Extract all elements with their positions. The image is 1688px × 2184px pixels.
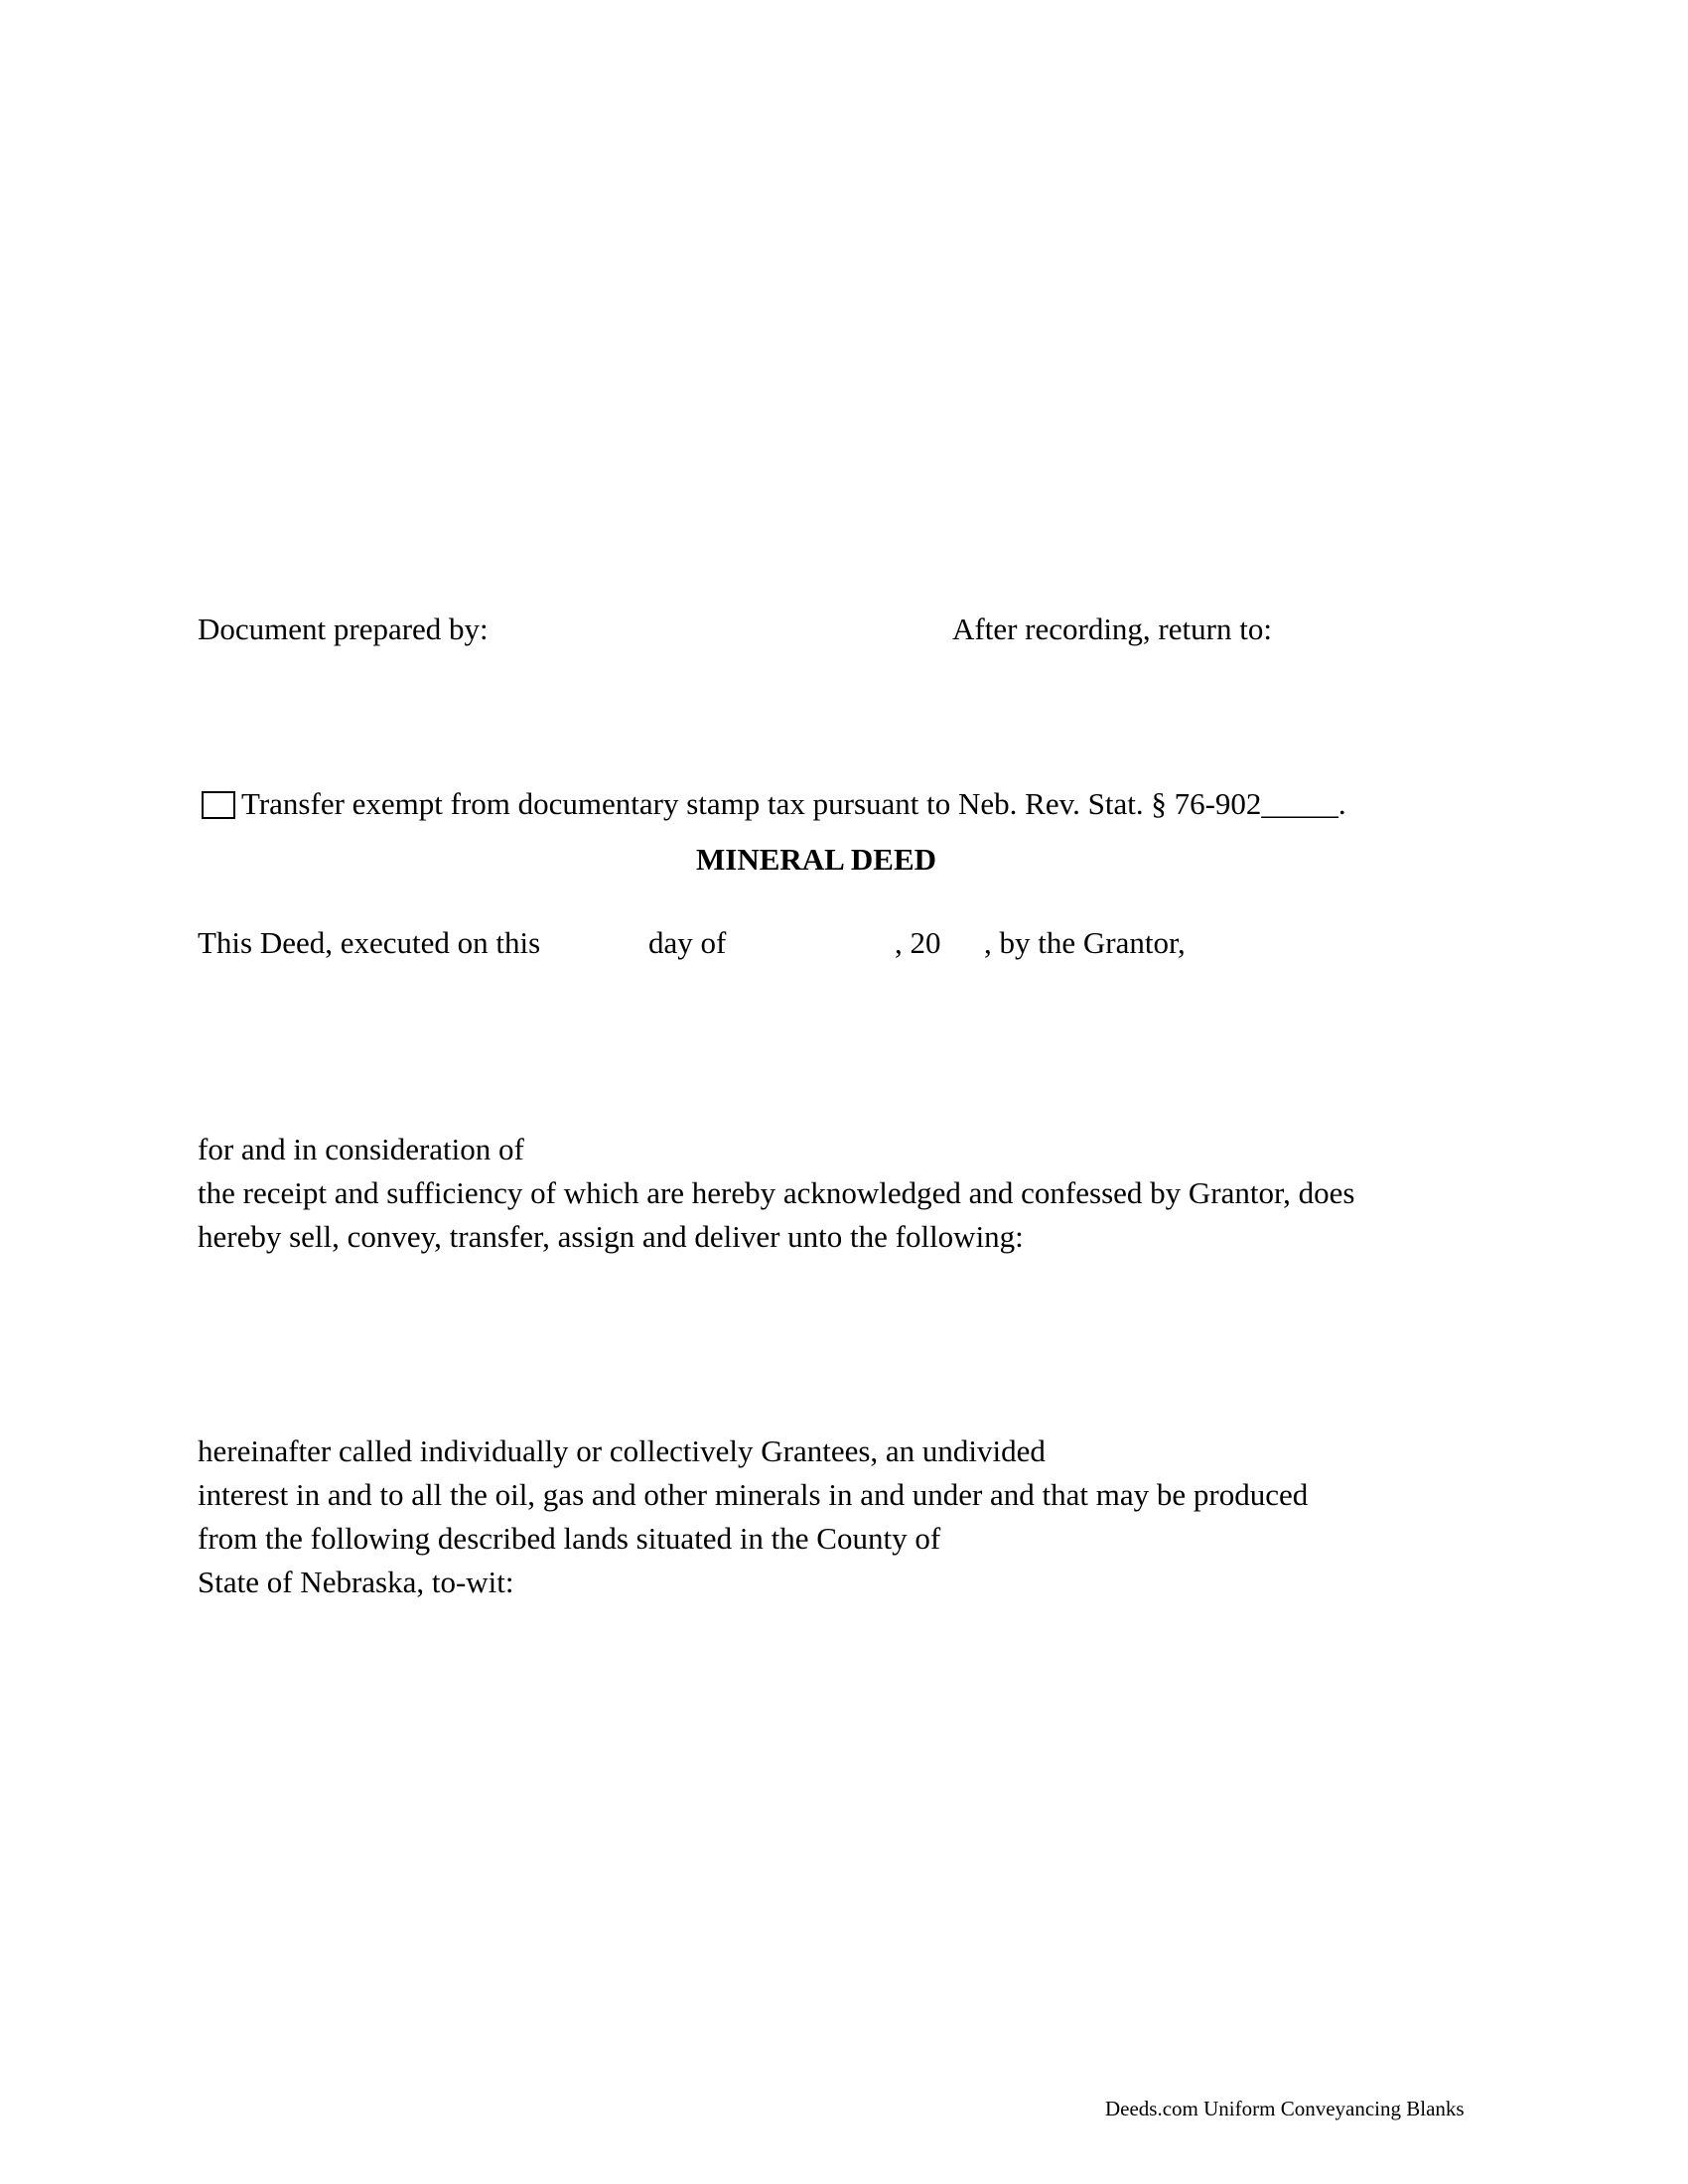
consideration-line-1: for and in consideration of <box>198 1132 524 1166</box>
return-to-label: After recording, return to: <box>952 612 1272 646</box>
execution-year: , 20 <box>895 925 941 960</box>
exemption-text: Transfer exempt from documentary stamp tax pursuant to Neb. Rev. Stat. § 76-902_____. <box>241 786 1346 821</box>
exemption-checkbox[interactable] <box>202 791 235 819</box>
consideration-line-2: the receipt and sufficiency of which are hereby acknowledged and confessed by Grantor, does <box>198 1175 1355 1210</box>
execution-grantor: , by the Grantor, <box>984 925 1186 960</box>
consideration-line-3: hereby sell, convey, transfer, assign and deliver unto the following: <box>198 1219 1024 1254</box>
execution-day-of: day of <box>648 925 727 960</box>
grantees-line-4: State of Nebraska, to-wit: <box>198 1565 514 1599</box>
grantees-line-3: from the following described lands situated in the County of <box>198 1521 941 1556</box>
prepared-by-label: Document prepared by: <box>198 612 489 646</box>
document-title: MINERAL DEED <box>696 842 937 877</box>
grantees-line-1: hereinafter called individually or collectively Grantees, an undivided <box>198 1433 1046 1468</box>
grantees-line-2: interest in and to all the oil, gas and other minerals in and under and that may be produced <box>198 1477 1309 1512</box>
footer-text: Deeds.com Uniform Conveyancing Blanks <box>1105 2097 1465 2120</box>
execution-lead: This Deed, executed on this <box>198 925 541 960</box>
